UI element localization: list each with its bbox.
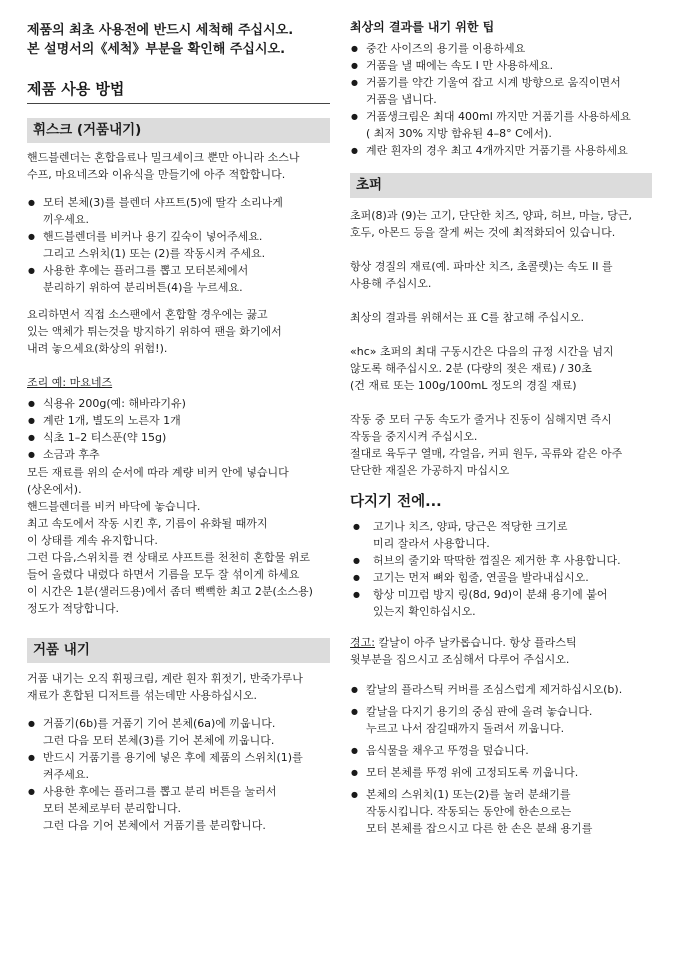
list-item: ● 식용유 200g(예: 해바라기유)	[27, 395, 330, 412]
list-item: ● 항상 미끄럼 방지 링(8d, 9d)이 분쇄 용기에 붙어 있는지 확인하십시오.	[350, 586, 652, 620]
list-item: ● 거품기를 약간 기울여 잡고 시계 방향으로 움직이면서 거품을 냅니다.	[350, 74, 652, 108]
list-item: ● 거품생크림은 최대 400ml 까지만 거품기를 사용하세요 ( 최저 30% 지방 함유된 4–8° C에서).	[350, 108, 652, 142]
list-item: ● 핸드블렌더를 비커나 용기 깊숙이 넣어주세요. 그리고 스위치(1) 또는 (2)를 작동시켜 주세요.	[27, 228, 330, 262]
left-column	[27, 0, 330, 834]
list-item: ● 반드시 거품기를 용기에 넣은 후에 제품의 스위치(1)를 켜주세요.	[27, 749, 330, 783]
chopping-steps	[350, 681, 652, 837]
froth-steps	[27, 715, 330, 834]
list-item: ● 허브의 줄기와 딱딱한 껍질은 제거한 후 사용합니다.	[350, 552, 652, 569]
recipe-method: 모든 재료를 위의 순서에 따라 계량 비커 안에 넣습니다 (상온에서). 핸드블렌더를 비커 바닥에 놓습니다. 최고 속도에서 작동 시킨 후, 기름이 유화될 때까지 이 상태를 계속 유지합니다. 그런 다음,스위치를 켠 상태로 샤프트를 천천히 혼합물 위로 들어 올렸다 내렸다 하면서 기름을 모두 잘 섞이게 하세요 이 시간은 1분(샐러드용)에서 좀더 뻑뻑한 최고 2분(소스용) 정도가 적당합니다.	[27, 466, 313, 615]
list-item: ● 고기는 먼저 뼈와 힘줄, 연골을 발라내십시오.	[350, 569, 652, 586]
list-item: ● 음식물을 채우고 뚜껑을 덮습니다.	[350, 742, 652, 759]
list-item: ● 계란 1개, 별도의 노른자 1개	[27, 412, 330, 429]
before-chopping-title: 다지기 전에...	[350, 494, 442, 510]
chopper-runtime-note: «hc» 초퍼의 최대 구동시간은 다음의 규정 시간을 넘지 않도록 해주십시오. 2분 (다량의 젖은 재료) / 30초 (건 재료 또는 100g/100mL 정도의 경질 재료)	[350, 345, 614, 392]
ingredient-list	[27, 395, 330, 463]
list-item: ● 모터 본체를 뚜껑 위에 고정되도록 끼웁니다.	[350, 764, 652, 781]
list-item: ● 칼날의 플라스틱 커버를 조심스럽게 제거하십시오(b).	[350, 681, 652, 698]
list-item: ● 사용한 후에는 플러그를 뽑고 모터본체에서 분리하기 위하여 분리버튼(4)을 누르세요.	[27, 262, 330, 296]
list-item: ● 식초 1–2 티스푼(약 15g)	[27, 429, 330, 446]
list-item: ● 모터 본체(3)를 블렌더 샤프트(5)에 딸각 소리나게 끼우세요.	[27, 194, 330, 228]
chopper-purpose: 초퍼(8)과 (9)는 고기, 단단한 치즈, 양파, 허브, 마늘, 당근, 호두, 아몬드 등을 잘게 써는 것에 최적화되어 있습니다.	[350, 209, 633, 239]
chopper-table-note: 최상의 결과를 위해서는 표 C를 참고해 주십시오.	[350, 311, 585, 324]
froth-intro: 거품 내기는 오직 휘핑크림, 계란 흰자 휘젓기, 반죽가루나 재료가 혼합된 디저트를 섞는데만 사용하십시오.	[27, 672, 303, 702]
usage-title: 제품 사용 방법	[27, 79, 330, 104]
list-item: ● 소금과 후추	[27, 446, 330, 463]
list-item: ● 계란 흰자의 경우 최고 4개까지만 거품기를 사용하세요	[350, 142, 652, 159]
list-item: ● 본체의 스위치(1) 또는(2)를 눌러 분쇄기를 작동시킵니다. 작동되는 동안에 한손으로는 모터 본체를 잡으시고 다른 한 손은 분쇄 용기를	[350, 786, 652, 837]
before-chopping-list	[350, 518, 652, 620]
chopper-heading: 초퍼	[350, 173, 652, 198]
first-use-notice: 제품의 최초 사용전에 반드시 세척해 주십시오. 본 설명서의《세척》부분을 확인해 주십시오.	[27, 23, 294, 57]
warning-label: 경고:	[350, 636, 375, 649]
tips-list	[350, 40, 652, 159]
recipe-example-label: 조리 예: 마요네즈	[27, 376, 113, 389]
whisk-intro: 핸드블렌더는 혼합음료나 밀크셰이크 뿐만 아니라 소스나 수프, 마요네즈와 이유식을 만들기에 아주 적합합니다.	[27, 151, 300, 181]
whisk-caution: 요리하면서 직접 소스팬에서 혼합할 경우에는 끓고 있는 액체가 튀는것을 방지하기 위하여 팬을 화기에서 내려 놓으세요(화상의 위험!).	[27, 308, 282, 355]
tips-title: 최상의 결과를 내기 위한 팁	[350, 20, 495, 34]
chopper-warning-note: 작동 중 모터 구동 속도가 줄거나 진동이 심해지면 즉시 작동을 중지시켜 주십시오. 절대로 육두구 열매, 각얼음, 커피 원두, 곡류와 같은 아주 단단한 재질은 가공하지 마십시오	[350, 413, 623, 477]
whisk-steps	[27, 194, 330, 296]
list-item: ● 고기나 치즈, 양파, 당근은 적당한 크기로 미리 잘라서 사용합니다.	[350, 518, 652, 552]
list-item: ● 사용한 후에는 플러그를 뽑고 분리 버튼을 눌러서 모터 본체로부터 분리합니다. 그런 다음 기어 본체에서 거품기를 분리합니다.	[27, 783, 330, 834]
chopper-speed-note: 항상 경질의 재료(예. 파마산 치즈, 초콜렛)는 속도 II 를 사용해 주십시오.	[350, 260, 613, 290]
blade-warning: 경고: 칼날이 아주 날카롭습니다. 항상 플라스틱 윗부분을 집으시고 조심해서 다루어 주십시오.	[350, 636, 577, 666]
right-column	[350, 0, 652, 837]
list-item: ● 칼날을 다지기 용기의 중심 판에 올려 놓습니다. 누르고 나서 잠길때까지 돌려서 끼웁니다.	[350, 703, 652, 737]
whisk-heading: 휘스크 (거품내기)	[27, 118, 330, 143]
list-item: ● 거품을 낼 때에는 속도 I 만 사용하세요.	[350, 57, 652, 74]
list-item: ● 거품기(6b)를 거품기 기어 본체(6a)에 끼웁니다. 그런 다음 모터 본체(3)를 기어 본체에 끼웁니다.	[27, 715, 330, 749]
froth-heading: 거품 내기	[27, 638, 330, 663]
list-item: ● 중간 사이즈의 용기를 이용하세요	[350, 40, 652, 57]
